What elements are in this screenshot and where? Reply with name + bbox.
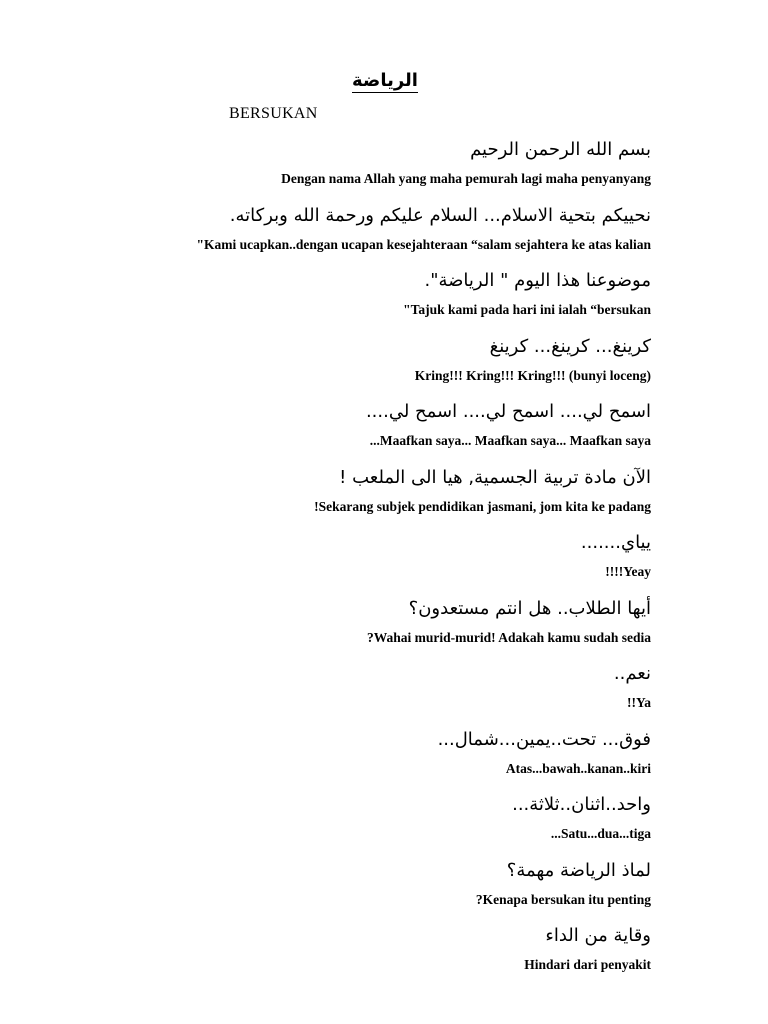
arabic-line: نعم..: [613, 663, 651, 684]
dialogue-pair: [100, 331, 651, 397]
arabic-line: فوق... تحت..يمين...شمال...: [437, 728, 651, 750]
dialogue-pair: [100, 134, 651, 200]
document-subtitle: BERSUKAN: [229, 105, 318, 122]
dialogue-pair: [100, 855, 651, 921]
arabic-line: وقاية من الداء: [545, 925, 651, 946]
dialogue-pair: [100, 265, 651, 331]
malay-translation: Atas...bawah..kanan..kiri: [505, 760, 651, 776]
malay-translation: !!!!Yeay: [605, 564, 651, 579]
arabic-line: موضوعنا هذا اليوم " الرياضة".: [424, 270, 651, 291]
malay-translation: ...Maafkan saya... Maafkan saya... Maafkan saya: [369, 433, 651, 448]
document-title: [300, 68, 470, 94]
arabic-line: لماذ الرياضة مهمة؟: [506, 859, 651, 881]
malay-translation: Kring!!! Kring!!! Kring!!! (bunyi loceng): [414, 367, 651, 383]
dialogue-body: [100, 134, 651, 986]
dialogue-pair: [100, 658, 651, 724]
arabic-line: كرينغ... كرينغ... كرينغ: [489, 335, 651, 357]
arabic-line: نحييكم بتحية الاسلام... السلام عليكم ورحمة الله وبركاته.: [229, 204, 651, 226]
arabic-line: بسم الله الرحمن الرحيم: [470, 139, 651, 160]
dialogue-pair: [100, 724, 651, 790]
dialogue-pair: [100, 527, 651, 593]
malay-translation: ...Satu...dua...tiga: [550, 826, 651, 841]
dialogue-pair: [100, 396, 651, 462]
malay-translation: Hindari dari penyakit: [524, 957, 651, 972]
arabic-line: أيها الطلاب.. هل انتم مستعدون؟: [408, 597, 651, 619]
dialogue-pair: [100, 200, 651, 266]
dialogue-pair: [100, 920, 651, 986]
dialogue-pair: [100, 462, 651, 528]
document-title-text: الرياضة: [352, 70, 418, 91]
malay-translation: ?Wahai murid-murid! Adakah kamu sudah sedia: [367, 629, 651, 645]
malay-translation: ?Kenapa bersukan itu penting: [475, 891, 651, 907]
malay-translation: !Sekarang subjek pendidikan jasmani, jom kita ke padang: [314, 498, 651, 514]
arabic-line: اسمح لي.... اسمح لي.... اسمح لي....: [365, 401, 651, 422]
malay-translation: Dengan nama Allah yang maha pemurah lagi maha penyanyang: [281, 171, 651, 186]
dialogue-pair: [100, 789, 651, 855]
malay-translation: "Kami ucapkan..dengan ucapan kesejahteraan “salam sejahtera ke atas kalian: [196, 236, 651, 252]
malay-translation: "Tajuk kami pada hari ini ialah “bersukan: [403, 302, 651, 317]
dialogue-pair: [100, 593, 651, 659]
arabic-line: الآن مادة تربية الجسمية, هيا الى الملعب !: [339, 466, 651, 488]
malay-translation: !!Ya: [627, 695, 651, 710]
arabic-line: واحد..اثنان..ثلاثة...: [512, 794, 651, 815]
arabic-line: يياي.......: [580, 532, 651, 553]
